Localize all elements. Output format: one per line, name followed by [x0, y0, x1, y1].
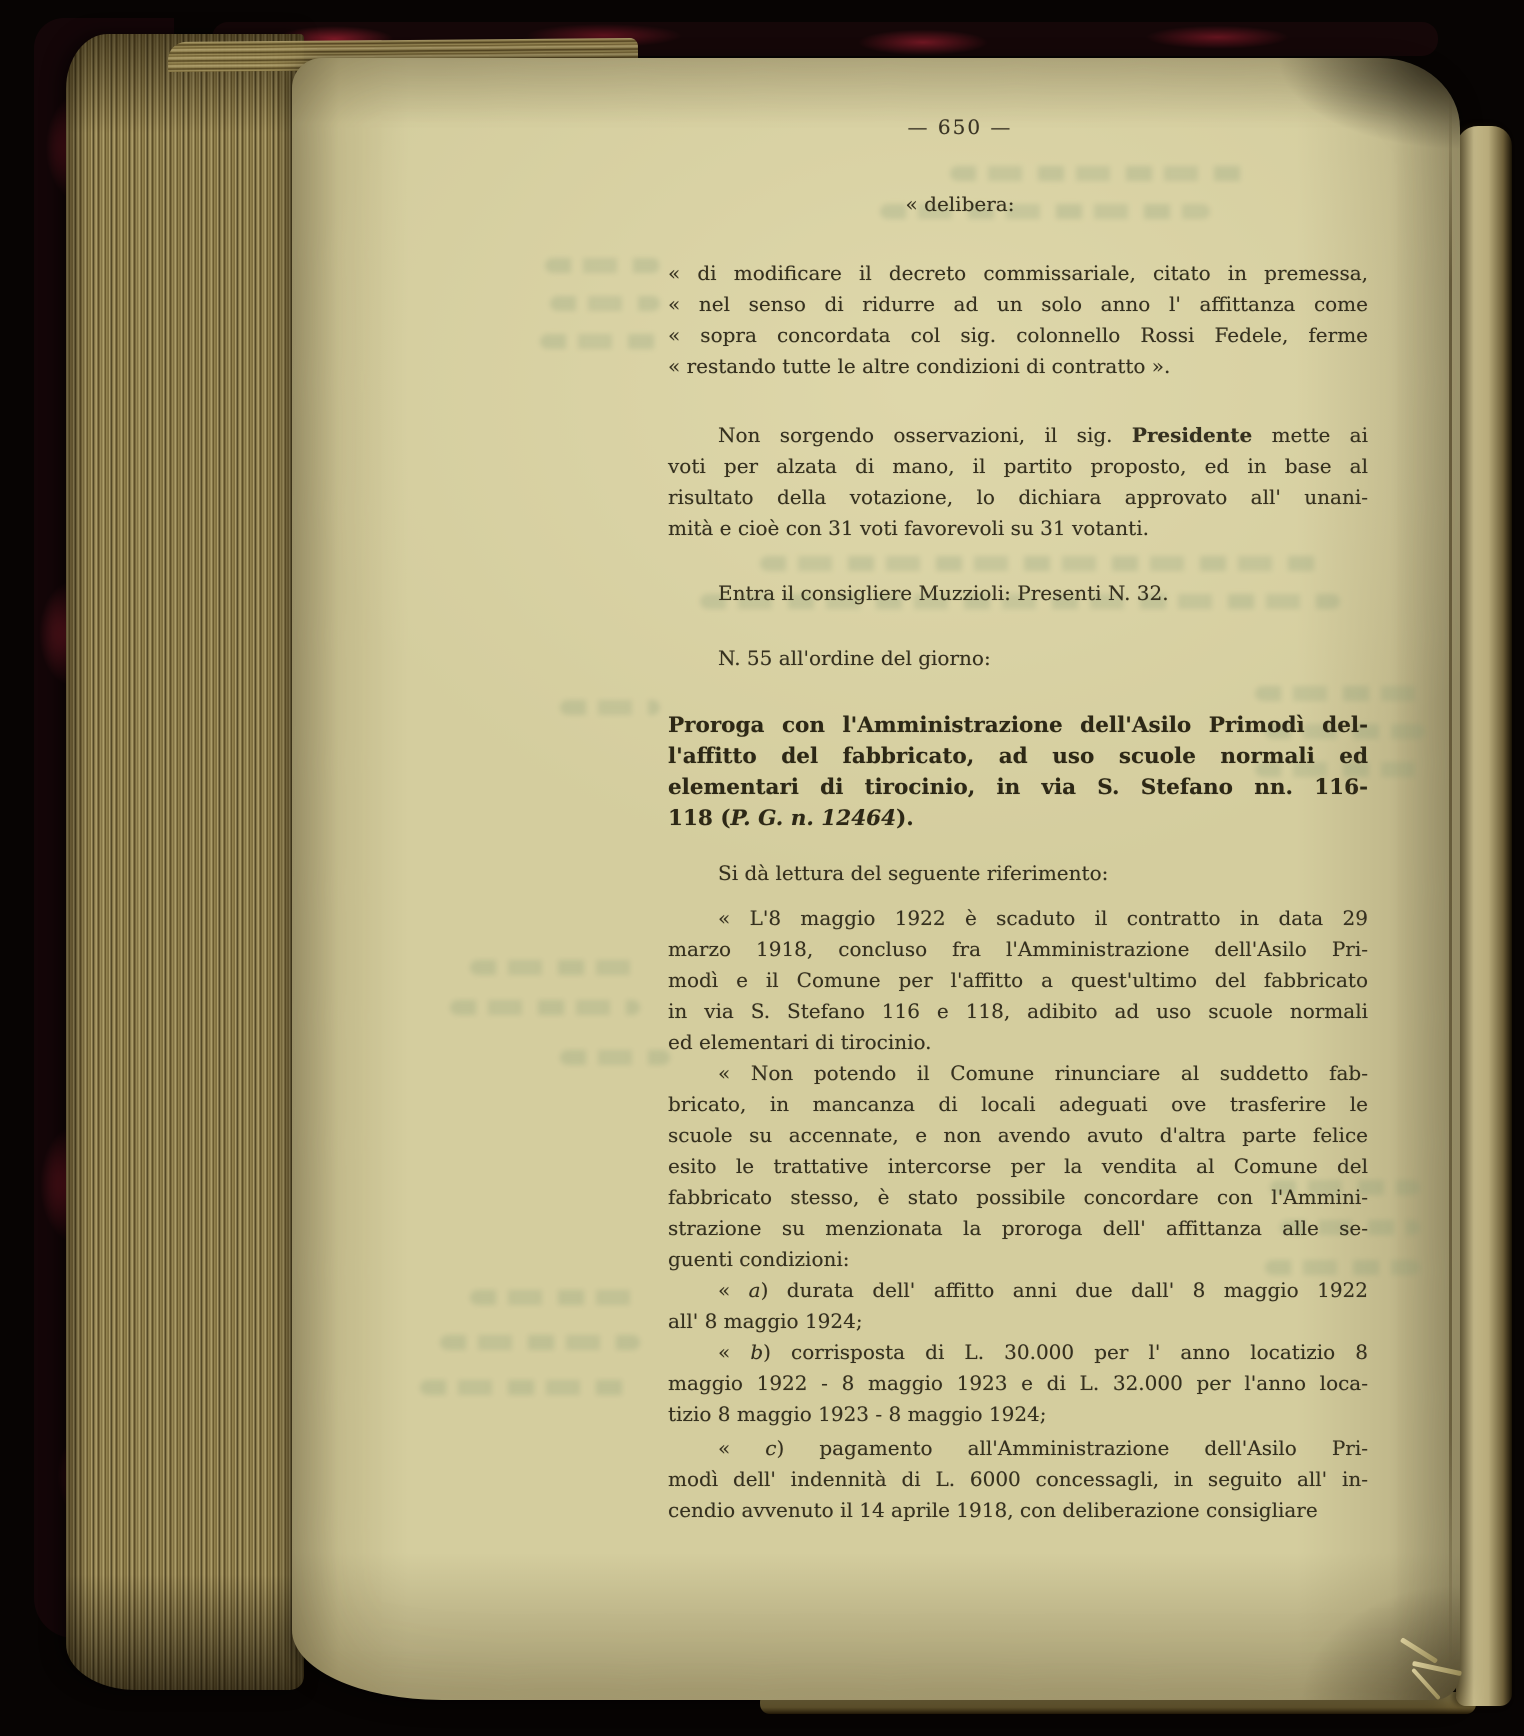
text-segment: mette ai: [1252, 423, 1368, 447]
facing-page-gutter: [1456, 126, 1512, 1706]
text-block-para2: [668, 420, 1368, 544]
text-line: Si dà lettura del seguente riferimento:: [718, 861, 1109, 885]
text-line: cendio avvenuto il 14 aprile 1918, con deliberazione consigliare: [668, 1498, 1318, 1522]
text-line: « sopra concordata col sig. colonnello Rossi Fedele, ferme: [668, 323, 1368, 347]
bleedthrough-ghost-text: [540, 334, 660, 349]
bleedthrough-ghost-text: [560, 1050, 670, 1065]
text-block-itemB: [668, 1337, 1368, 1430]
text-segment: 118 (: [668, 806, 731, 831]
bleedthrough-ghost-text: [440, 1335, 640, 1350]
text-line: [668, 420, 1368, 451]
text-line: guenti condizioni:: [668, 1247, 850, 1271]
text-block-pagenum: [610, 112, 1310, 143]
bleedthrough-ghost-text: [550, 296, 660, 311]
text-line: modì e il Comune per l'affitto a quest'ultimo del fabbricato: [668, 968, 1368, 992]
text-block-itemA: [668, 1275, 1368, 1337]
page-text-column: [668, 58, 1368, 1700]
gutter-crease: [1449, 91, 1452, 1667]
text-line: « L'8 maggio 1922 è scaduto il contratto in data 29: [718, 906, 1368, 930]
text-line: Entra il consigliere Muzzioli: Presenti N. 32.: [718, 581, 1169, 605]
text-block-itemC: [668, 1433, 1368, 1526]
text-line: elementari di tirocinio, in via S. Stefano nn. 116-: [668, 775, 1368, 800]
text-line: in via S. Stefano 116 e 118, adibito ad uso scuole normali: [668, 999, 1368, 1023]
text-segment: ) pagamento all'Amministrazione dell'Asilo Pri-: [776, 1436, 1369, 1460]
text-segment: «: [718, 1436, 766, 1460]
text-line: [668, 1337, 1368, 1368]
text-line: scuole su accennate, e non avendo avuto d'altra parte felice: [668, 1123, 1368, 1147]
text-segment: ) durata dell' affitto anni due dall' 8 maggio 1922: [760, 1278, 1368, 1302]
bleedthrough-ghost-text: [560, 700, 660, 715]
page-edges-stack: [66, 34, 304, 1690]
text-line: [668, 803, 1368, 834]
text-line: l'affitto del fabbricato, ad uso scuole normali ed: [668, 744, 1368, 769]
book-page: [292, 58, 1460, 1700]
text-line: esito le trattative intercorse per la vendita al Comune del: [668, 1154, 1368, 1178]
text-line: [668, 1275, 1368, 1306]
text-line: risultato della votazione, lo dichiara approvato all' unani-: [668, 485, 1368, 509]
italic-text: a: [748, 1278, 761, 1302]
text-block-entra: [668, 578, 1368, 609]
text-line: ed elementari di tirocinio.: [668, 1030, 932, 1054]
text-line: maggio 1922 - 8 maggio 1923 e di L. 32.000 per l'anno loca-: [668, 1371, 1368, 1395]
text-line: mità e cioè con 31 voti favorevoli su 31 votanti.: [668, 516, 1149, 540]
italic-text: c: [765, 1436, 777, 1460]
text-segment: «: [718, 1278, 749, 1302]
text-block-para3: [668, 903, 1368, 1058]
text-line: fabbricato stesso, è stato possibile concordare con l'Ammini-: [668, 1185, 1368, 1209]
text-segment: «: [718, 1340, 751, 1364]
text-block-sida: [668, 858, 1368, 889]
bleedthrough-ghost-text: [470, 960, 640, 975]
text-line: voti per alzata di mano, il partito proposto, ed in base al: [668, 454, 1368, 478]
italic-text: P. G. n. 12464: [730, 806, 897, 831]
text-line: Proroga con l'Amministrazione dell'Asilo Primodì del-: [668, 713, 1368, 738]
bleedthrough-ghost-text: [420, 1380, 630, 1395]
text-line: marzo 1918, concluso fra l'Amministrazione dell'Asilo Pri-: [668, 937, 1368, 961]
bold-text: Presidente: [1131, 423, 1253, 447]
text-line: modì dell' indennità di L. 6000 concessagli, in seguito all' in-: [668, 1467, 1368, 1491]
text-segment: Non sorgendo osservazioni, il sig.: [718, 423, 1132, 447]
text-line: « di modificare il decreto commissariale, citato in premessa,: [668, 261, 1368, 285]
bleedthrough-ghost-text: [470, 1290, 640, 1305]
text-line: all' 8 maggio 1924;: [668, 1309, 863, 1333]
text-line: [668, 1433, 1368, 1464]
text-line: — 650 —: [907, 115, 1013, 139]
bleedthrough-ghost-text: [450, 1000, 640, 1015]
text-line: bricato, in mancanza di locali adeguati ove trasferire le: [668, 1092, 1368, 1116]
text-line: « nel senso di ridurre ad un solo anno l' affittanza come: [668, 292, 1368, 316]
text-block-ordine: [668, 643, 1368, 674]
italic-text: b: [750, 1340, 764, 1364]
text-block-heading: [668, 710, 1368, 834]
text-line: strazione su menzionata la proroga dell' affittanza alle se-: [668, 1216, 1368, 1240]
text-segment: ) corrisposta di L. 30.000 per l' anno locatizio 8: [763, 1340, 1368, 1364]
text-line: « restando tutte le altre condizioni di contratto ».: [668, 354, 1171, 378]
text-block-para4: [668, 1058, 1368, 1275]
text-line: tizio 8 maggio 1923 - 8 maggio 1924;: [668, 1402, 1047, 1426]
text-segment: ).: [896, 806, 914, 831]
text-block-para1: [668, 258, 1368, 382]
text-line: N. 55 all'ordine del giorno:: [718, 646, 991, 670]
text-line: « delibera:: [905, 192, 1015, 216]
text-line: « Non potendo il Comune rinunciare al suddetto fab-: [718, 1061, 1368, 1085]
bleedthrough-ghost-text: [545, 258, 660, 273]
text-block-delibera: [610, 189, 1310, 220]
